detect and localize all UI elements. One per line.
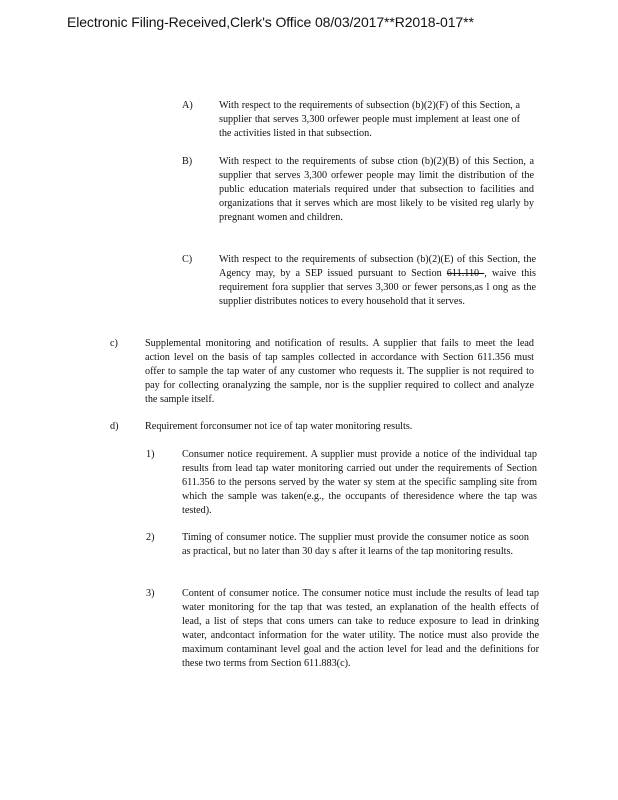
item-label-3: 3) xyxy=(146,588,155,599)
paragraph-c-text-before: With respect to the requirements of subsection (b)(2)(E) of this Section, the Agency may, by a SEP issued pursuant to Section xyxy=(219,254,536,280)
item-label-d: d) xyxy=(110,421,119,432)
struck-section-number: 611.110 xyxy=(446,268,485,280)
paragraph-b: With respect to the requirements of subse ction (b)(2)(B) of this Section, a supplier that serves 3,300 orfewer people may limit the distribution of the public education materials required under that subsection to facilities and organizations that it serves which are most likely to be visited reg ularly by pregnant women and children. xyxy=(219,156,534,224)
heading-consumer-notice: Requirement forconsumer not ice of tap water monitoring results. xyxy=(145,421,413,432)
paragraph-consumer-notice-requirement: Consumer notice requirement. A supplier must provide a notice of the individual tap results from lead tap water monitoring carried out under the requirements of Section 611.356 to the persons served by the water sy stem at the specific sampling site from which the sample was taken(e.g., the occupants of theresidence where the tap was tested). xyxy=(182,449,537,517)
paragraph-content-of-notice: Content of consumer notice. The consumer notice must include the results of lead tap water monitoring for the tap that was tested, an explanation of the health effects of lead, a list of steps that cons umers can take to reduce exposure to lead in drinking water, andcontact information for the water utility. The notice must also provide the maximum contaminant level goal and the action level for lead and the definitions for these two terms from Section 611.883(c). xyxy=(182,588,539,670)
paragraph-a: With respect to the requirements of subsection (b)(2)(F) of this Section, a supplier that serves 3,300 orfewer people must implement at least one of the activities listed in that subsection. xyxy=(219,100,520,140)
item-label-c: C) xyxy=(182,254,193,265)
item-label-1: 1) xyxy=(146,449,155,460)
paragraph-supplemental-monitoring: Supplemental monitoring and notification of results. A supplier that fails to meet the lead action level on the basis of tap samples collected in accordance with Section 611.356 must offer to sample the tap water of any customer who requests it. The supplier is not required to pay for collecting oranalyzing the sample, nor is the supplier required to collect and analyze the sample itself. xyxy=(145,338,534,406)
item-label-c-lower: c) xyxy=(110,338,118,349)
paragraph-timing-of-notice: Timing of consumer notice. The supplier must provide the consumer notice as soon as practical, but no later than 30 day s after it learns of the tap monitoring results. xyxy=(182,532,529,558)
paragraph-c-text-after: , waive this requirement fora supplier that serves 3,300 or fewer persons,as l ong as the supplier distributes notices to every household that it serves. xyxy=(219,268,536,308)
item-label-a: A) xyxy=(182,100,193,111)
filing-header: Electronic Filing-Received,Clerk's Office 08/03/2017**R2018-017** xyxy=(67,14,474,30)
item-label-2: 2) xyxy=(146,532,155,543)
paragraph-c xyxy=(219,253,536,309)
item-label-b: B) xyxy=(182,156,193,167)
